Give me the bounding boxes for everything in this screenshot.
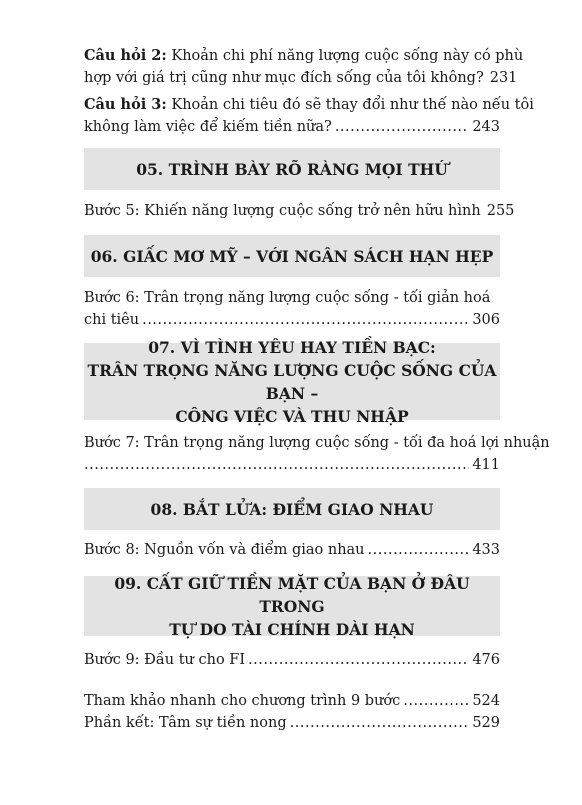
chapter-title-line-3: CÔNG VIỆC VÀ THU NHẬP [175,406,409,426]
chapter-title: 09. CẤT GIỮ TIỀN MẶT CỦA BẠN Ở ĐÂU TRONG [114,573,470,616]
page-number: 411 [472,457,500,473]
page-number: 476 [472,652,500,668]
entry-title-cont: không làm việc để kiếm tiền nữa? [84,119,332,135]
page-number: 306 [472,312,500,328]
entry-line [84,94,534,116]
entry-title: Bước 7: Trân trọng năng lượng cuộc sống - tối đa hoá lợi nhuận [84,435,550,451]
chapter-banner-09[interactable] [84,573,500,639]
toc-entry-step-9[interactable] [84,649,500,671]
entry-line [84,690,500,712]
entry-line [84,200,515,222]
dot-leader [290,712,470,734]
entry-title: Bước 9: Đầu tư cho FI [84,652,246,668]
toc-entry-step-8[interactable] [84,539,500,561]
toc-entry-epilogue[interactable] [84,712,500,734]
chapter-banner-07[interactable] [84,337,500,426]
entry-line [84,116,500,138]
toc-entry-question-2[interactable] [84,45,524,89]
dot-leader [335,116,470,138]
entry-line [84,712,500,734]
dot-leader [84,454,469,476]
toc-entry-step-6[interactable] [84,287,500,331]
dot-leader [142,309,469,331]
page-number: 255 [486,203,515,219]
entry-line [84,454,500,476]
entry-title: Bước 6: Trân trọng năng lượng cuộc sống - tối giản hoá [84,290,491,306]
page-number: 529 [472,715,500,731]
question-label: Câu hỏi 2: [84,47,167,64]
chapter-title: 06. GIẤC MƠ MỸ – VỚI NGÂN SÁCH HẠN HẸP [90,246,494,266]
page-number: 524 [472,693,500,709]
toc-entry-quick-reference[interactable] [84,690,500,712]
entry-title: Khoản chi phí năng lượng cuộc sống này có phù [166,48,524,64]
toc-entry-step-7[interactable] [84,432,550,476]
entry-line [84,67,518,89]
page-number: 243 [472,119,500,135]
toc-entry-step-5[interactable] [84,200,515,222]
entry-title: Bước 5: Khiến năng lượng cuộc sống trở nên hữu hình [84,203,481,219]
chapter-banner-08[interactable] [84,488,500,530]
toc-entry-question-3[interactable] [84,94,534,138]
chapter-banner-06[interactable] [84,235,500,277]
entry-title-cont: hợp với giá trị cũng như mục đích sống của tôi không? [84,70,484,86]
chapter-title: 08. BẮT LỬA: ĐIỂM GIAO NHAU [150,499,434,519]
entry-line [84,309,500,331]
chapter-title-line-2: TRÂN TRỌNG NĂNG LƯỢNG CUỘC SỐNG CỦA BẠN – [87,360,497,403]
entry-title-cont: chi tiêu [84,312,140,328]
chapter-title: 05. TRÌNH BÀY RÕ RÀNG MỌI THỨ [136,159,448,179]
entry-title: Phần kết: Tâm sự tiền nong [84,715,287,731]
chapter-title: 07. VÌ TÌNH YÊU HAY TIỀN BẠC: [148,337,436,357]
entry-line [84,45,524,67]
entry-title: Bước 8: Nguồn vốn và điểm giao nhau [84,542,365,558]
entry-title: Tham khảo nhanh cho chương trình 9 bước [84,693,401,709]
dot-leader [248,649,469,671]
page-number: 231 [489,70,518,86]
entry-title: Khoản chi tiêu đó sẽ thay đổi như thế nào nếu tôi [166,97,534,113]
dot-leader [403,690,469,712]
entry-line [84,539,500,561]
page-number: 433 [472,542,500,558]
question-label: Câu hỏi 3: [84,96,167,113]
dot-leader [368,539,470,561]
chapter-title-line-2: TỰ DO TÀI CHÍNH DÀI HẠN [169,619,415,639]
chapter-banner-05[interactable] [84,148,500,190]
entry-line [84,649,500,671]
